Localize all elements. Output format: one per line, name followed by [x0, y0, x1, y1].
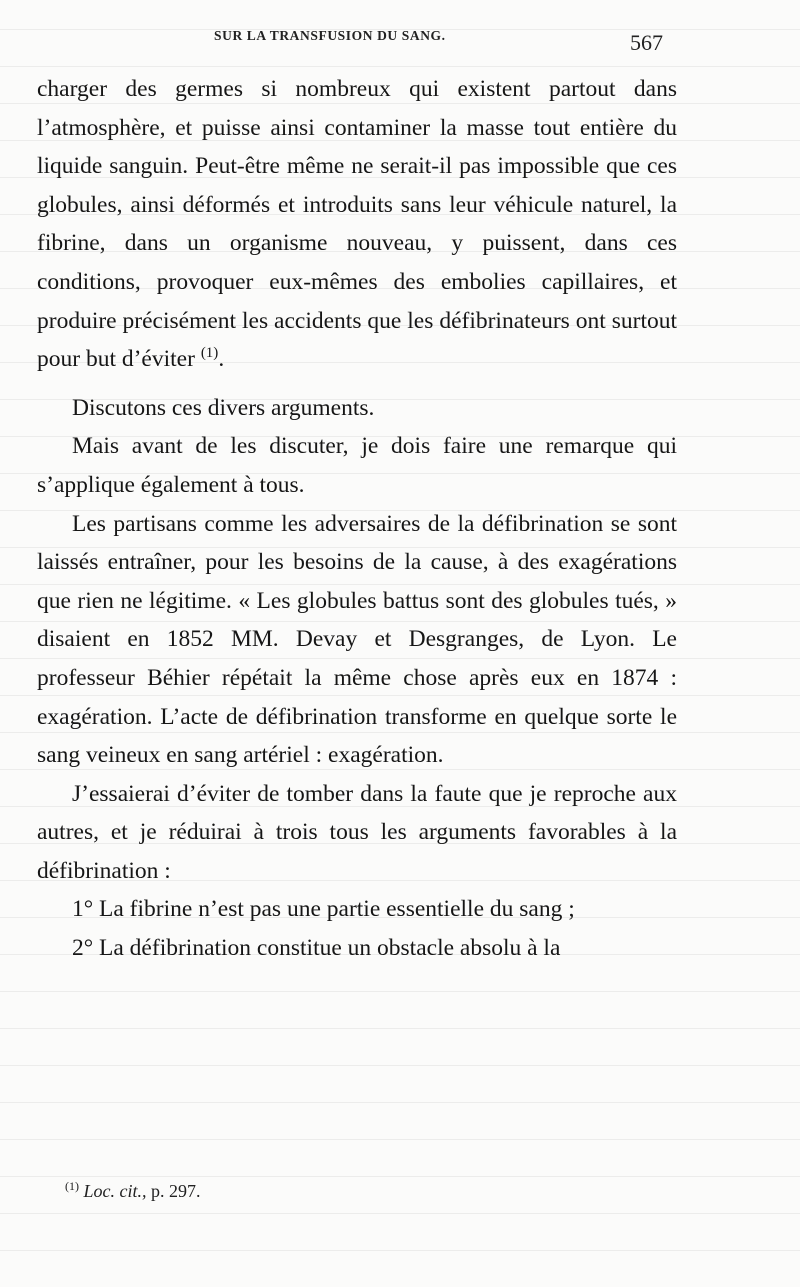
paragraph-text: Mais avant de les discuter, je dois faire une remarque qui s’applique également à tous. [37, 433, 677, 498]
footnote-citation: Loc. cit., [83, 1181, 147, 1201]
footnote-marker: (1) [200, 345, 219, 362]
paragraph-text: charger des germes si nombreux qui existent partout dans l’atmosphère, et puisse ainsi contaminer la masse tout entière du liquide sanguin. Peut-être même ne serait-il pas impossible que ces globules, ainsi déformés et introduits sans leur véhicule naturel, la fibrine, dans un organisme nouveau, y puissent, dans ces conditions, provoquer eux-mêmes des embolies capillaires, et produire précisément les accidents que les défibrinateurs ont surtout pour but d’éviter [37, 76, 677, 373]
paragraph [37, 890, 677, 929]
paragraph [37, 929, 677, 968]
paragraph-end-punctuation: . [218, 346, 225, 373]
paragraph [37, 70, 677, 379]
footnote [65, 1181, 201, 1202]
paragraph [37, 427, 677, 504]
paragraph [37, 505, 677, 775]
paragraph-text: Les partisans comme les adversaires de la défibrination se sont laissés entraîner, pour les besoins de la cause, à des exagérations que rien ne légitime. « Les globules battus sont des globules tués, » disaient en 1852 MM. Devay et Desgranges, de Lyon. Le professeur Béhier répétait la même chose après eux en 1874 : exagération. L’acte de défibrination transforme en quelque sorte le sang veineux en sang artériel : exagération. [37, 510, 677, 769]
paragraph-text: J’essaierai d’éviter de tomber dans la faute que je reproche aux autres, et je réduirai à trois tous les arguments favorables à la défibrination : [37, 780, 677, 884]
page-number: 567 [630, 30, 663, 55]
paragraph [37, 775, 677, 891]
footnote-number: (1) [65, 1179, 79, 1193]
running-title: SUR LA TRANSFUSION DU SANG. [214, 28, 446, 43]
paragraph-text: 1° La fibrine n’est pas une partie essentielle du sang ; [72, 896, 575, 923]
paragraph [37, 389, 677, 428]
paragraph-text: 2° La défibrination constitue un obstacle absolu à la [72, 935, 561, 962]
main-text [37, 70, 677, 968]
footnote-page-ref: p. 297. [151, 1181, 201, 1201]
paragraph-text: Discutons ces divers arguments. [72, 394, 375, 421]
